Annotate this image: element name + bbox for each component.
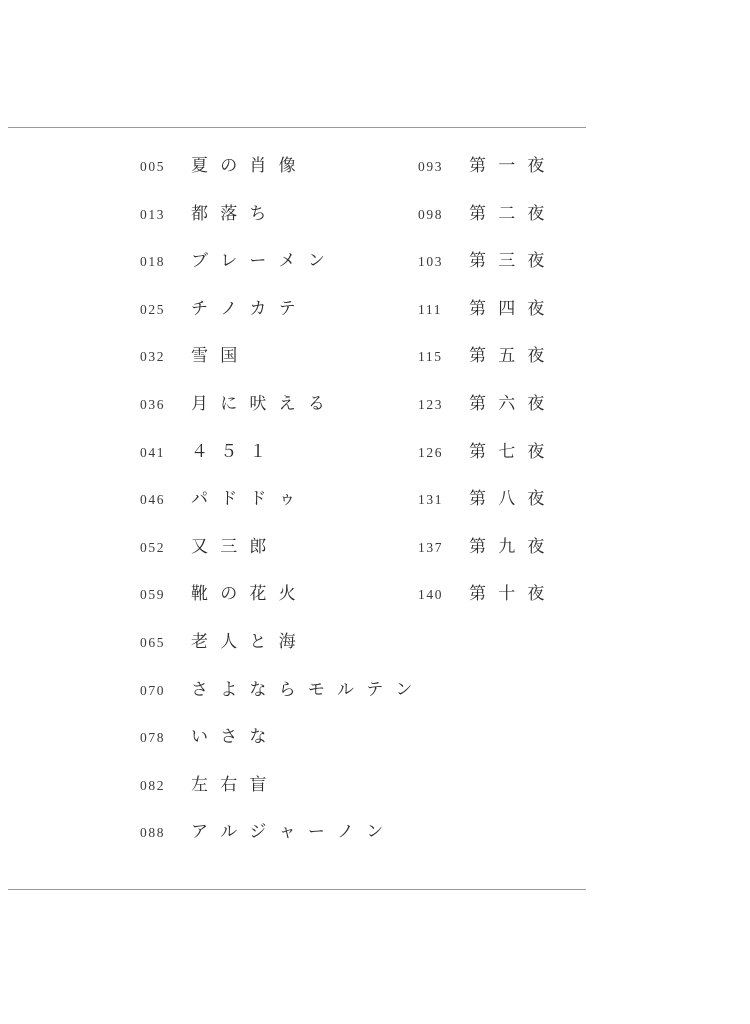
toc-entry-title: 第 七 夜 [469, 441, 548, 462]
toc-entry[interactable] [140, 770, 420, 818]
toc-entry-page-number: 123 [418, 396, 444, 412]
toc-entry[interactable] [418, 246, 618, 294]
toc-entry[interactable] [418, 579, 618, 627]
toc-entry-title: 又 三 郎 [191, 536, 270, 557]
toc-entry-page-number: 082 [140, 777, 166, 793]
toc-entry-page-number: 032 [140, 349, 166, 365]
toc-entry[interactable] [140, 627, 420, 675]
toc-entry-title: パ ド ド ゥ [191, 489, 300, 510]
toc-entry-page-number: 093 [418, 159, 444, 174]
toc-entry-page-number: 103 [418, 254, 444, 270]
toc-entry-title: 月 に 吠 え る [191, 393, 329, 414]
toc-entry-title: 雪 国 [191, 346, 241, 367]
toc-entry-page-number: 041 [140, 444, 166, 460]
toc-entry-title: 第 六 夜 [469, 393, 548, 414]
toc-entry[interactable] [140, 246, 420, 294]
toc-entry-page-number: 065 [140, 634, 166, 650]
toc-entry[interactable] [140, 484, 420, 532]
toc-entry[interactable] [140, 341, 420, 389]
toc-entry[interactable] [418, 437, 618, 485]
toc-entry-page-number: 098 [418, 206, 444, 222]
toc-entry[interactable] [418, 389, 618, 437]
toc-entry[interactable] [140, 151, 420, 199]
toc-entry[interactable] [140, 675, 420, 723]
toc-entry-title: 夏 の 肖 像 [191, 156, 300, 176]
toc-entry-page-number: 115 [418, 349, 443, 365]
toc-entry-page-number: 131 [418, 492, 444, 508]
toc-entry[interactable] [140, 389, 420, 437]
toc-entry-page-number: 036 [140, 396, 166, 412]
bottom-divider [8, 889, 586, 890]
toc-entry[interactable] [418, 199, 618, 247]
toc-entry[interactable] [418, 151, 618, 199]
toc-entry[interactable] [140, 532, 420, 580]
toc-entry-title: 第 四 夜 [469, 298, 548, 319]
toc-entry[interactable] [140, 579, 420, 627]
toc-entry-title: 第 二 夜 [469, 203, 548, 224]
toc-entry-title: 第 九 夜 [469, 536, 548, 557]
toc-entry-page-number: 078 [140, 730, 166, 746]
toc-entry[interactable] [418, 341, 618, 389]
toc-entry[interactable] [140, 199, 420, 247]
toc-entry-title: 第 三 夜 [469, 251, 548, 272]
toc-entry[interactable] [140, 437, 420, 485]
toc-entry-title: 第 八 夜 [469, 489, 548, 510]
toc-entry-title: チ ノ カ テ [191, 298, 300, 319]
toc-entry-title: 第 五 夜 [469, 346, 548, 367]
toc-entry-page-number: 088 [140, 825, 166, 841]
toc-entry-page-number: 070 [140, 682, 166, 698]
toc-entry-title: ４ ５ １ [191, 441, 270, 462]
toc-entry[interactable] [140, 294, 420, 342]
toc-entry-page-number: 018 [140, 254, 166, 270]
toc-entry-title: さ よ な ら モ ル テ ン [191, 679, 416, 700]
toc-entry-page-number: 059 [140, 587, 166, 603]
toc-entry[interactable] [418, 532, 618, 580]
toc-entry-title: 第 十 夜 [469, 584, 548, 605]
toc-entry-title: 靴 の 花 火 [191, 584, 300, 605]
toc-entry-page-number: 025 [140, 301, 166, 317]
toc-entry-page-number: 111 [418, 301, 443, 317]
toc-entry-page-number: 137 [418, 539, 444, 555]
toc-entry-title: 都 落 ち [191, 203, 270, 224]
toc-entry-page-number: 140 [418, 587, 444, 603]
toc-left-column [140, 127, 420, 865]
toc-entry[interactable] [418, 294, 618, 342]
toc-entry-page-number: 005 [140, 159, 166, 174]
toc-entry[interactable] [140, 817, 420, 865]
toc-entry[interactable] [418, 484, 618, 532]
toc-entry-title: 左 右 盲 [191, 774, 270, 795]
toc-entry-page-number: 126 [418, 444, 444, 460]
toc-entry-title: 第 一 夜 [469, 156, 548, 176]
toc-entry-title: 老 人 と 海 [191, 631, 300, 652]
toc-entry-title: ア ル ジ ャ ー ノ ン [191, 822, 387, 843]
toc-entry-page-number: 052 [140, 539, 166, 555]
toc-entry-page-number: 013 [140, 206, 166, 222]
toc-right-column [418, 127, 618, 627]
toc-entry-page-number: 046 [140, 492, 166, 508]
toc-entry[interactable] [140, 722, 420, 770]
toc-entry-title: ブ レ ー メ ン [191, 251, 329, 272]
table-of-contents [0, 127, 750, 889]
toc-entry-title: い さ な [191, 727, 270, 748]
